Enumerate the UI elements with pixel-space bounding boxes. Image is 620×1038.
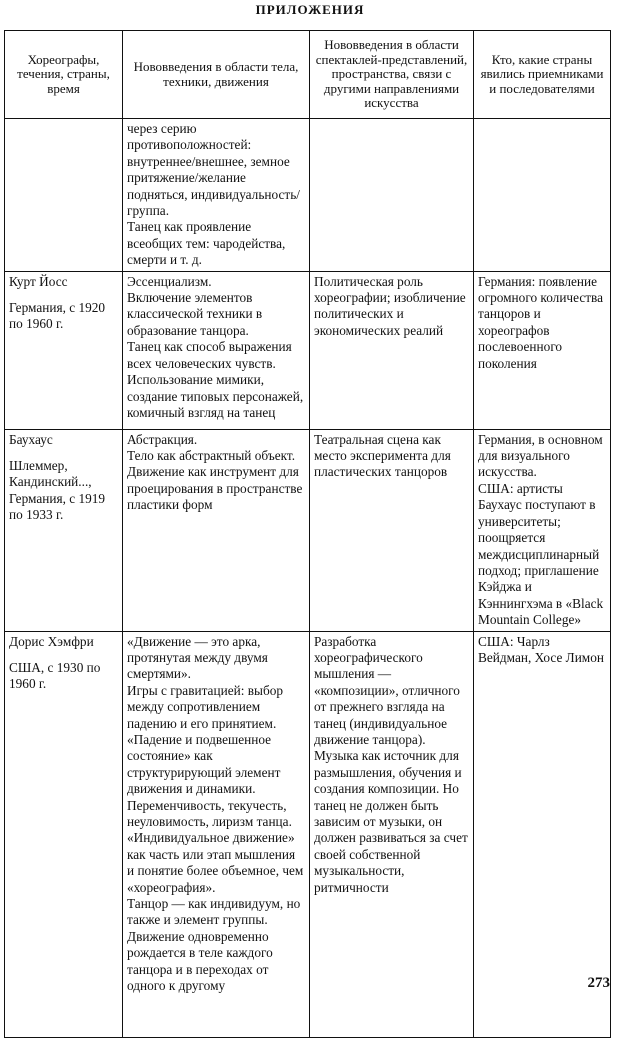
cell-text: Театральная сцена как место эксперимента для пластических танцоров bbox=[314, 431, 451, 480]
running-head: ПРИЛОЖЕНИЯ bbox=[255, 2, 365, 17]
cell-body bbox=[123, 119, 310, 272]
choreographer-period: Шлеммер, Кандинский..., Германия, с 1919 по 1933 г. bbox=[9, 458, 106, 523]
header-body-innovations: Нововведения в области тела, техники, движения bbox=[123, 31, 310, 119]
cell-text: Германия, в основном для визуального искусства. bbox=[478, 431, 603, 480]
cell-text: Использование мимики, создание типовых персонажей, комичный взгляд на танец bbox=[127, 372, 304, 420]
cell-stage bbox=[310, 119, 474, 272]
cell-text: Движение одновременно рождается в теле каждого танцора и в переходах от одного к другому bbox=[127, 928, 273, 994]
cell-text: через серию противоположностей: внутреннее/внешнее, земное притяжение/желание подняться, индивидуальность/группа. bbox=[127, 121, 300, 219]
cell-text: Эссенциализм. bbox=[127, 273, 212, 289]
table-row bbox=[5, 271, 611, 429]
cell-text: США: артисты Баухаус поступают в университеты; поощряется междисциплинарный подход; приглашение Кэйджа и Кэннингхэма в «Black Mountain College» bbox=[478, 480, 604, 628]
cell-text: «Движение — это арка, протянутая между двумя смертями». bbox=[127, 633, 268, 682]
cell-choreographer bbox=[5, 429, 123, 631]
cell-text: «Падение и подвешенное состояние» как структурирующий элемент движения и динамики. bbox=[127, 731, 281, 797]
header-stage-innovations: Нововведения в области спектаклей-представлений, пространства, связи с другими направлениями искусства bbox=[310, 31, 474, 119]
cell-text: Включение элементов классической техники в образование танцора. bbox=[127, 290, 263, 338]
cell-text: Разработка хореографического мышления — «композиции», отличного от прежнего взгляда на танец (индивидуальное движение танцора). bbox=[314, 633, 460, 747]
cell-successors bbox=[474, 429, 611, 631]
header-choreographers: Хореографы, течения, страны, время bbox=[5, 31, 123, 119]
cell-body bbox=[123, 631, 310, 1037]
cell-text: Танцор — как индивидуум, но также и элемент группы. bbox=[127, 896, 301, 928]
cell-text: Политическая роль хореографии; изобличение политических и экономических реалий bbox=[314, 273, 466, 338]
cell-successors bbox=[474, 119, 611, 272]
cell-text: Германия: появление огромного количества танцоров и хореографов послевоенного поколения bbox=[478, 273, 604, 371]
cell-text: Тело как абстрактный объект. bbox=[127, 448, 296, 464]
cell-choreographer bbox=[5, 631, 123, 1037]
header-successors: Кто, какие страны явились приемниками и последователями bbox=[474, 31, 611, 119]
cell-stage bbox=[310, 271, 474, 429]
cell-text: «Индивидуальное движение» как часть или этап мышления и понятие более объемное, чем «хореография». bbox=[127, 830, 304, 895]
cell-text: Музыка как источник для размышления, обучения и создания композиции. Но танец не должен быть зависим от музыки, он должен развиваться за счет своей собственной музыкальности, ритмичности bbox=[314, 748, 468, 895]
table-row bbox=[5, 119, 611, 272]
cell-stage bbox=[310, 631, 474, 1037]
choreographer-period: Германия, с 1920 по 1960 г. bbox=[9, 300, 106, 332]
table-header-row bbox=[5, 31, 611, 119]
cell-body bbox=[123, 271, 310, 429]
table-row bbox=[5, 429, 611, 631]
cell-successors bbox=[474, 271, 611, 429]
page-number: 273 bbox=[587, 975, 610, 991]
cell-text: Танец как способ выражения всех человеческих чувств. bbox=[127, 339, 292, 371]
cell-choreographer bbox=[5, 119, 123, 272]
cell-text: Танец как проявление всеобщих тем: чародейства, смерти и т. д. bbox=[127, 219, 286, 268]
cell-choreographer bbox=[5, 271, 123, 429]
cell-text: Переменчивость, текучесть, неуловимость, лиризм танца. bbox=[127, 797, 292, 829]
table-row bbox=[5, 631, 611, 1037]
cell-text: Игры с гравитацией: выбор между сопротивлением падению и его принятием. bbox=[127, 682, 284, 731]
cell-text: Движение как инструмент для проецирования в пространстве пластики форм bbox=[127, 464, 303, 513]
choreographer-name: Курт Йосс bbox=[9, 273, 68, 289]
choreographer-period: США, с 1930 по 1960 г. bbox=[9, 659, 101, 692]
choreographer-name: Дорис Хэмфри bbox=[9, 633, 94, 649]
cell-text: США: Чарлз Вейдман, Хосе Лимон bbox=[478, 633, 604, 665]
cell-stage bbox=[310, 429, 474, 631]
choreographer-name: Баухаус bbox=[9, 431, 53, 447]
cell-body bbox=[123, 429, 310, 631]
appendix-table bbox=[4, 30, 611, 1038]
cell-text: Абстракция. bbox=[127, 431, 198, 447]
